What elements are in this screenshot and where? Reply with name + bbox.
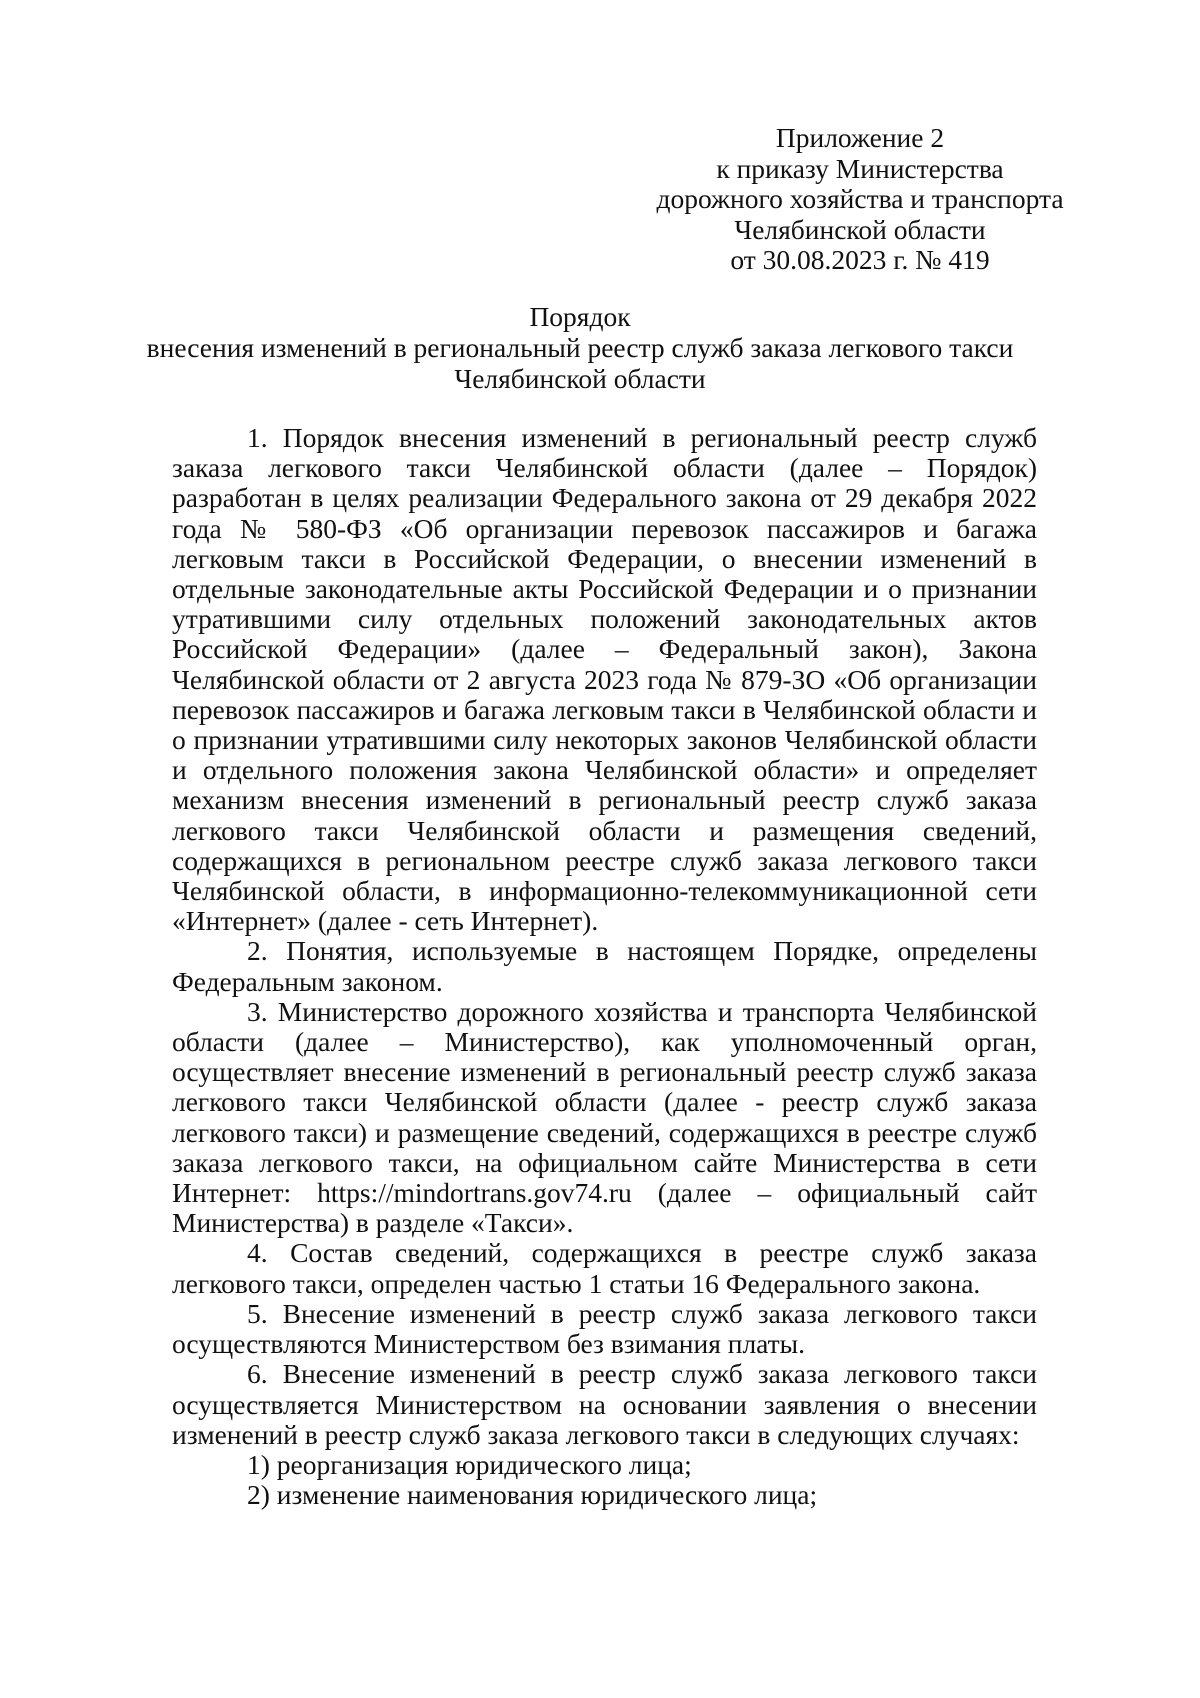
title-line: внесения изменений в региональный реестр служб заказа легкового такси [146, 332, 1014, 363]
list-item: 1) реорганизация юридического лица; [247, 1448, 692, 1480]
annex-line: к приказу Министерства [716, 152, 1004, 184]
paragraph-2: 2. Понятия, используемые в настоящем Порядке, определены Федеральным законом. [172, 935, 1037, 997]
title-line: Порядок [529, 301, 631, 332]
document-body [172, 423, 1037, 1510]
list-item: 2) изменение наименования юридического лица; [247, 1479, 818, 1511]
annex-line: Приложение 2 [775, 122, 945, 153]
document-title [140, 301, 1020, 394]
title-line: Челябинской области [454, 363, 706, 394]
annex-line: Челябинской области [734, 213, 986, 245]
paragraph-6: 6. Внесение изменений в реестр служб заказа легкового такси осуществляется Министерством на основании заявления о внесении изменений в реестр служб заказа легкового такси в следующих случаях: [172, 1358, 1037, 1450]
annex-line: дорожного хозяйства и транспорта [656, 183, 1064, 214]
annex-header [640, 123, 1080, 276]
paragraph-3: 3. Министерство дорожного хозяйства и транспорта Челябинской области (далее – Министерство), как уполномоченный орган, осуществляет внесение изменений в региональный реестр служб заказа легкового такси Челябинской области (далее - реестр служб заказа легкового такси) и размещение сведений, содержащихся в реестре служб заказа легкового такси, на официальном сайте Министерства в сети Интернет: https://mindortrans.gov74.ru (далее – официальный сайт Министерства) в разделе «Такси». [172, 995, 1037, 1239]
paragraph-5: 5. Внесение изменений в реестр служб заказа легкового такси осуществляются Министерством без взимания платы. [172, 1297, 1037, 1360]
paragraph-4: 4. Состав сведений, содержащихся в реестре служб заказа легкового такси, определен частью 1 статьи 16 Федерального закона. [172, 1237, 1037, 1299]
paragraph-1: 1. Порядок внесения изменений в региональный реестр служб заказа легкового такси Челябинской области (далее – Порядок) разработан в целях реализации Федерального закона от 29 декабря 2022 года № 580-ФЗ «Об организации перевозок пассажиров и багажа легковым такси в Российской Федерации, о внесении изменений в отдельные законодательные акты Российской Федерации и о признании утратившими силу отдельных положений законодательных актов Российской Федерации» (далее – Федеральный закон), Закона Челябинской области от 2 августа 2023 года № 879-ЗО «Об организации перевозок пассажиров и багажа легковым такси в Челябинской области и о признании утратившими силу некоторых законов Челябинской области и отдельного положения закона Челябинской области» и определяет механизм внесения изменений в региональный реестр служб заказа легкового такси Челябинской области и размещения сведений, содержащихся в региональном реестре служб заказа легкового такси Челябинской области, в информационно-телекоммуникационной сети «Интернет» (далее - сеть Интернет). [172, 422, 1037, 937]
annex-date-line: от 30.08.2023 г. № 419 [730, 244, 990, 275]
